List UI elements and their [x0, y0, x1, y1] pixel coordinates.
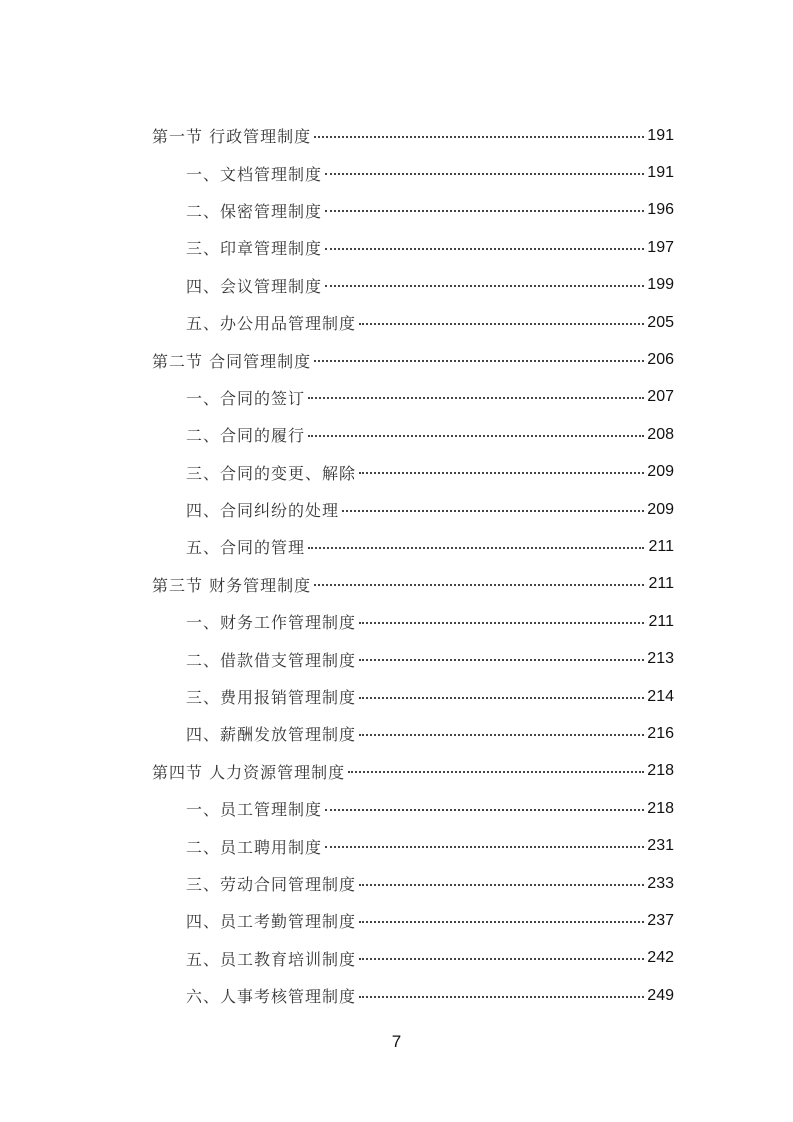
dot-leader: [325, 248, 644, 250]
toc-entry[interactable]: [152, 154, 674, 191]
dot-leader: [325, 809, 644, 811]
dot-leader: [348, 771, 644, 773]
toc-entry[interactable]: [152, 528, 674, 565]
toc-entry[interactable]: [152, 192, 674, 229]
toc-entry-title: 三、费用报销管理制度: [186, 688, 357, 708]
toc-entry-title: 一、财务工作管理制度: [186, 613, 357, 633]
dot-leader: [308, 547, 644, 549]
toc-entry-title: 二、员工聘用制度: [186, 837, 323, 857]
toc-entry[interactable]: [152, 940, 674, 977]
toc-entry[interactable]: [152, 379, 674, 416]
toc-entry-title: 四、员工考勤管理制度: [186, 912, 357, 932]
toc-entry-title: 一、文档管理制度: [186, 164, 323, 184]
toc-section-3[interactable]: [152, 566, 674, 603]
toc-entry-page: 191: [647, 164, 674, 182]
toc-entry-page: 211: [648, 575, 674, 593]
dot-leader: [359, 622, 644, 624]
toc-entry[interactable]: [152, 902, 674, 939]
toc-entry-title: 一、员工管理制度: [186, 800, 323, 820]
toc-entry[interactable]: [152, 977, 674, 1014]
dot-leader: [308, 397, 644, 399]
toc-entry-title: 第三节 财务管理制度: [152, 575, 312, 595]
toc-entry-title: 四、薪酬发放管理制度: [186, 725, 357, 745]
toc-entry[interactable]: [152, 678, 674, 715]
toc-entry[interactable]: [152, 715, 674, 752]
toc-entry-title: 三、印章管理制度: [186, 239, 323, 259]
toc-entry-page: 209: [647, 500, 674, 518]
toc-entry[interactable]: [152, 267, 674, 304]
toc-entry-page: 231: [647, 837, 674, 855]
toc-entry-page: 216: [647, 724, 674, 742]
toc-entry-page: 213: [647, 650, 674, 668]
toc-entry-title: 二、保密管理制度: [186, 201, 323, 221]
toc-entry-page: 242: [647, 949, 674, 967]
dot-leader: [359, 697, 644, 699]
toc-entry[interactable]: [152, 229, 674, 266]
toc-entry-title: 五、员工教育培训制度: [186, 949, 357, 969]
toc-entry[interactable]: [152, 865, 674, 902]
dot-leader: [359, 659, 644, 661]
toc-entry-title: 四、会议管理制度: [186, 276, 323, 296]
toc-entry-page: 214: [647, 687, 674, 705]
toc-entry-page: 218: [647, 762, 674, 780]
toc-section-1[interactable]: [152, 117, 674, 154]
toc-entry-title: 第二节 合同管理制度: [152, 351, 312, 371]
dot-leader: [359, 958, 644, 960]
dot-leader: [359, 472, 644, 474]
toc-entry-page: 208: [647, 425, 674, 443]
toc-entry[interactable]: [152, 416, 674, 453]
page-number: 7: [391, 1032, 402, 1051]
toc-entry-title: 四、合同纠纷的处理: [186, 501, 340, 521]
toc-entry[interactable]: [152, 790, 674, 827]
dot-leader: [359, 323, 644, 325]
table-of-contents: [152, 117, 674, 1014]
toc-entry-page: 196: [647, 201, 674, 219]
toc-entry-title: 一、合同的签订: [186, 388, 306, 408]
dot-leader: [359, 884, 644, 886]
toc-entry-page: 209: [647, 463, 674, 481]
dot-leader: [359, 734, 644, 736]
dot-leader: [325, 210, 644, 212]
toc-entry[interactable]: [152, 491, 674, 528]
toc-entry-page: 206: [647, 351, 674, 369]
toc-entry-title: 三、合同的变更、解除: [186, 463, 357, 483]
toc-entry[interactable]: [152, 454, 674, 491]
dot-leader: [325, 173, 644, 175]
dot-leader: [308, 435, 644, 437]
toc-section-2[interactable]: [152, 341, 674, 378]
dot-leader: [314, 584, 644, 586]
toc-entry-title: 三、劳动合同管理制度: [186, 875, 357, 894]
toc-entry-page: 211: [648, 537, 674, 555]
toc-entry-page: 197: [647, 238, 674, 256]
toc-entry-title: 二、借款借支管理制度: [186, 650, 357, 670]
toc-entry-title: 六、人事考核管理制度: [186, 987, 357, 1007]
toc-entry-page: 233: [647, 874, 674, 892]
toc-entry-page: 218: [647, 799, 674, 817]
toc-entry-title: 五、办公用品管理制度: [186, 314, 357, 334]
dot-leader: [325, 846, 644, 848]
dot-leader: [314, 136, 644, 138]
toc-section-4[interactable]: [152, 753, 674, 790]
toc-entry-page: 199: [647, 276, 674, 294]
toc-entry-page: 249: [647, 986, 674, 1004]
toc-entry-page: 237: [647, 911, 674, 929]
dot-leader: [359, 921, 644, 923]
toc-entry[interactable]: [152, 304, 674, 341]
toc-entry-page: 211: [648, 612, 674, 630]
dot-leader: [342, 510, 644, 512]
toc-entry[interactable]: [152, 827, 674, 864]
toc-entry-page: 207: [647, 388, 674, 406]
toc-entry-page: 205: [647, 313, 674, 331]
dot-leader: [325, 285, 644, 287]
toc-entry[interactable]: [152, 603, 674, 640]
toc-entry-title: 第一节 行政管理制度: [152, 127, 312, 147]
toc-entry-title: 第四节 人力资源管理制度: [152, 762, 346, 782]
dot-leader: [314, 360, 644, 362]
toc-entry-page: 191: [647, 126, 674, 144]
toc-entry-title: 五、合同的管理: [186, 538, 306, 558]
toc-entry[interactable]: [152, 640, 674, 677]
dot-leader: [359, 996, 644, 998]
toc-entry-title: 二、合同的履行: [186, 426, 306, 446]
